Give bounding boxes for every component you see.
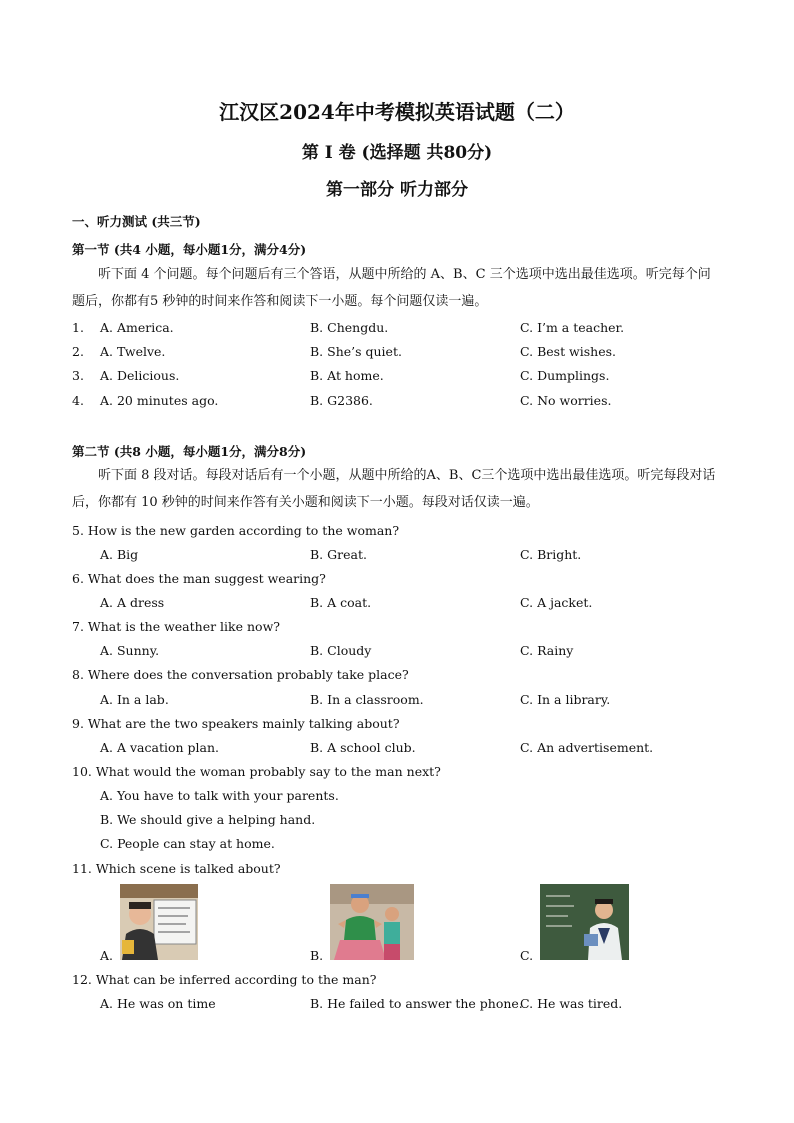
option-a: A. Big — [100, 547, 139, 562]
exercise-people-image — [330, 884, 414, 960]
option-c: C. I’m a teacher. — [520, 320, 625, 335]
option-b: B. Cloudy — [310, 643, 372, 658]
option-b: B. Great. — [310, 547, 367, 562]
teacher-blackboard-image — [540, 884, 629, 960]
question-text: 12. What can be inferred according to the man? — [72, 972, 377, 987]
section2-instructions: 听下面 8 段对话。每段对话后有一个小题，从题中所给的A、B、C三个选项中选出最佳选项。听完每段对话后，你都有 10 秒钟的时间来作答有关小题和阅读下一小题。每段对话仅读一遍。 — [72, 468, 716, 510]
option-c: C. In a library. — [520, 692, 611, 707]
option-c: C. People can stay at home. — [100, 836, 275, 851]
option-a: A. Sunny. — [100, 643, 160, 658]
option-b: B. In a classroom. — [310, 692, 424, 707]
section1-heading: 第一节 (共4 小题，每小题1分，满分4分) — [72, 242, 307, 257]
option-b-image — [330, 884, 414, 960]
option-a: A. Delicious. — [100, 368, 180, 383]
option-c-image — [540, 884, 629, 960]
question-text: 7. What is the weather like now? — [72, 619, 280, 634]
option-a: A. He was on time — [100, 996, 216, 1011]
option-a: A. 20 minutes ago. — [100, 393, 219, 408]
option-b: B. At home. — [310, 368, 384, 383]
option-b: B. We should give a helping hand. — [100, 812, 316, 827]
option-c: C. Rainy — [520, 643, 574, 658]
option-c: C. — [520, 948, 534, 963]
option-c: C. He was tired. — [520, 996, 623, 1011]
part-title: 第一部分 听力部分 — [326, 180, 468, 200]
volume-title: 第 I 卷 (选择题 共80分) — [301, 143, 493, 163]
option-c: C. Dumplings. — [520, 368, 610, 383]
question-number: 4. — [72, 393, 84, 408]
question-text: 10. What would the woman probably say to the man next? — [72, 764, 441, 779]
question-text: 6. What does the man suggest wearing? — [72, 571, 326, 586]
question-number: 3. — [72, 368, 84, 383]
question-number: 1. — [72, 320, 84, 335]
presenter-whiteboard-image — [120, 884, 198, 960]
option-b: B. Chengdu. — [310, 320, 389, 335]
question-text: 8. Where does the conversation probably take place? — [72, 667, 409, 682]
option-a: A. A vacation plan. — [100, 740, 219, 755]
question-text: 5. How is the new garden according to the woman? — [72, 523, 400, 538]
section1-instructions: 听下面 4 个问题。每个问题后有三个答语，从题中所给的 A、B、C 三个选项中选出最佳选项。听完每个问题后，你都有5 秒钟的时间来作答和阅读下一小题。每个问题仅读一遍。 — [72, 267, 711, 309]
question-text: 9. What are the two speakers mainly talking about? — [72, 716, 400, 731]
question-text: 11. Which scene is talked about? — [72, 861, 281, 876]
option-b: B. G2386. — [310, 393, 373, 408]
question-number: 2. — [72, 344, 84, 359]
option-b: B. He failed to answer the phone. — [310, 996, 523, 1011]
option-c: C. Bright. — [520, 547, 582, 562]
option-a: A. — [100, 948, 114, 963]
option-a: A. You have to talk with your parents. — [100, 788, 339, 803]
section2-heading: 第二节 (共8 小题，每小题1分，满分8分) — [72, 444, 307, 459]
option-c: C. Best wishes. — [520, 344, 617, 359]
option-a: A. A dress — [100, 595, 165, 610]
page-title: 江汉区2024年中考模拟英语试题（二） — [219, 100, 575, 124]
listening-heading: 一、听力测试 (共三节) — [72, 214, 201, 229]
option-b: B. — [310, 948, 324, 963]
option-b: B. A school club. — [310, 740, 416, 755]
option-c: C. A jacket. — [520, 595, 593, 610]
option-c: C. No worries. — [520, 393, 612, 408]
option-a: A. America. — [100, 320, 174, 335]
option-a-image — [120, 884, 198, 960]
option-c: C. An advertisement. — [520, 740, 654, 755]
option-b: B. A coat. — [310, 595, 372, 610]
option-a: A. Twelve. — [100, 344, 166, 359]
option-a: A. In a lab. — [100, 692, 169, 707]
option-b: B. She’s quiet. — [310, 344, 402, 359]
